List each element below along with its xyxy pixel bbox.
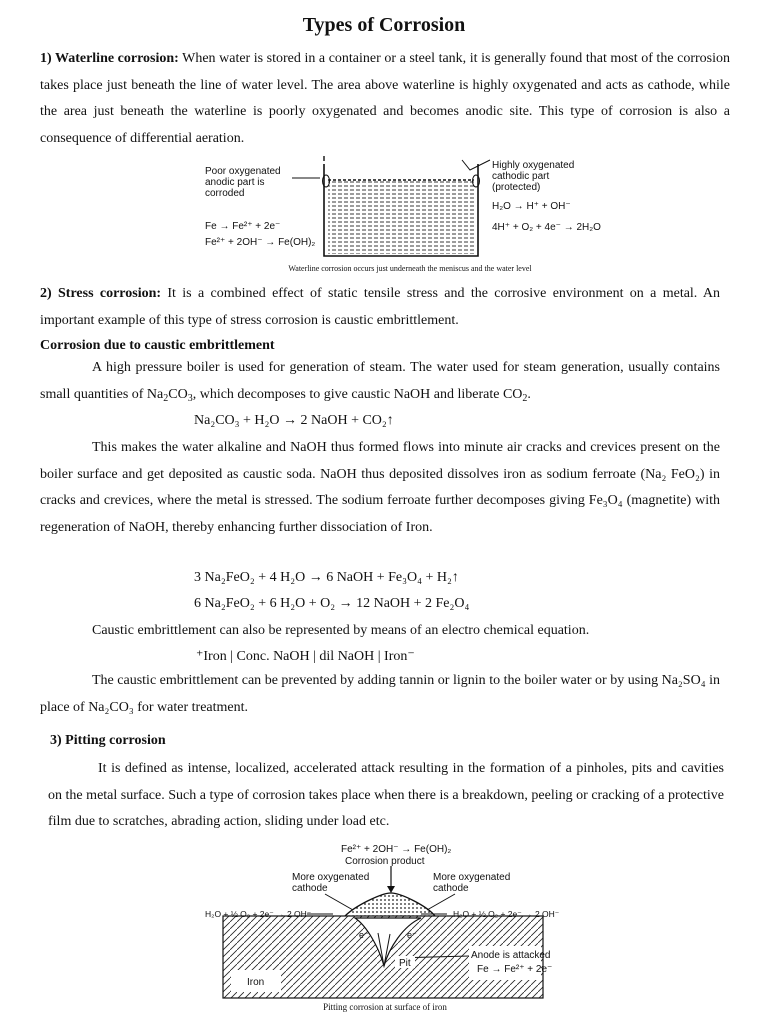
equation-carbonate-decomposition: Na₂CO₃ + H₂O → 2 NaOH + CO₂↑ — [194, 413, 394, 428]
waterline-left-label-1: Poor oxygenated — [205, 166, 281, 177]
electrochemical-cell-equation: ⁺Iron | Conc. NaOH | dil NaOH | Iron⁻ — [196, 649, 415, 664]
page-title: Types of Corrosion — [302, 14, 466, 36]
electron-label-left: e⁻ — [359, 930, 369, 940]
stress-paragraph — [40, 281, 720, 334]
pitting-right-equation: H₂O + ½ O₂ + 2e⁻ → 2 OH⁻ — [453, 909, 560, 919]
stress-heading: 2) Stress corrosion: — [40, 286, 162, 301]
equation-ferroate-oxidation: 6 Na₂FeO₂ + 6 H₂O + O₂ → 12 NaOH + 2 Fe₂O₄ — [194, 596, 470, 611]
waterline-figure-caption: Waterline corrosion occurs just underneath the meniscus and the water level — [288, 264, 532, 273]
pitting-left-label-1: More oxygenated — [292, 872, 370, 883]
waterline-paragraph — [40, 46, 730, 152]
waterline-figure — [200, 156, 620, 278]
caustic-subheading: Corrosion due to caustic embrittlement — [40, 338, 275, 353]
waterline-text: When water is stored in a container or a steel tank, it is generally found that most of the corrosion takes place just beneath the line of water level. The area above waterline is highly oxygenated and acts as cathode, while the area just beneath the waterline is poorly oxygenated and becomes anodic site. This type of corrosion is also a consequence of differential aeration. — [40, 51, 730, 146]
caustic-paragraph-4: The caustic embrittlement can be prevented by adding tannin or lignin to the boiler water or by using Na₂SO₄ in place of Na₂CO₃ for water treatment. — [40, 673, 720, 715]
waterline-right-label-1: Highly oxygenated — [492, 160, 575, 171]
caustic-paragraph-1: A high pressure boiler is used for generation of steam. The water used for steam generation, usually contains small quantities of $Na_2CO_3$, which decomposes to give caustic NaOH and liberate $CO_2$. — [40, 360, 720, 404]
caustic-paragraph-2: This makes the water alkaline and NaOH thus formed flows into minute air cracks and crevices present on the boiler surface and get deposited as caustic soda. NaOH thus deposited dissolves iron as sodium ferroate (Na₂ FeO₂) in cracks and crevices, where the metal is stressed. The sodium ferroate further decomposes giving Fe₃O₄ (magnetite) with regeneration of NaOH, thereby enhancing further dissociation of Iron. — [40, 440, 720, 535]
waterline-heading: 1) Waterline corrosion: — [40, 51, 179, 66]
pitting-figure — [195, 838, 575, 1014]
tank-diagram — [292, 156, 490, 256]
pit-label: Pit — [399, 958, 411, 969]
iron-label: Iron — [247, 977, 265, 988]
waterline-left-eq-1: Fe → Fe²⁺ + 2e⁻ — [205, 221, 281, 232]
pitting-figure-caption: Pitting corrosion at surface of iron — [323, 1002, 447, 1012]
corrosion-product-label: Corrosion product — [345, 856, 425, 867]
pitting-left-label-2: cathode — [292, 883, 328, 894]
electron-label-right: e⁻ — [407, 930, 417, 940]
pitting-paragraph: It is defined as intense, localized, accelerated attack resulting in the formation of a pinholes, pits and cavities on the metal surface. Such a type of corrosion takes place when there is a breakdown, peeling or cracking of a protective film due to scratches, abrading action, sliding under load etc. — [48, 761, 724, 829]
waterline-left-label-3: corroded — [205, 188, 245, 199]
pitting-left-equation: H₂O + ½ O₂ + 2e⁻ → 2 OH⁻ — [205, 909, 312, 919]
waterline-right-eq-2: 4H⁺ + O₂ + 4e⁻ → 2H₂O — [492, 222, 601, 233]
waterline-left-label-2: anodic part is — [205, 177, 265, 188]
waterline-left-eq-2: Fe²⁺ + 2OH⁻ → Fe(OH)₂ — [205, 237, 316, 248]
pitting-right-label-1: More oxygenated — [433, 872, 511, 883]
pitting-heading: 3) Pitting corrosion — [50, 733, 166, 748]
caustic-paragraph-3: Caustic embrittlement can also be represented by means of an electro chemical equation. — [92, 623, 590, 638]
iron-block-diagram — [223, 866, 543, 998]
waterline-right-label-3: (protected) — [492, 182, 541, 193]
pitting-top-equation: Fe²⁺ + 2OH⁻ → Fe(OH)₂ — [341, 844, 452, 855]
equation-ferroate-decomposition: 3 Na₂FeO₂ + 4 H₂O → 6 NaOH + Fe₃O₄ + H₂↑ — [194, 570, 459, 585]
anode-equation: Fe → Fe²⁺ + 2e⁻ — [477, 964, 553, 975]
stress-text: It is a combined effect of static tensile stress and the corrosive environment on a metal. An important example of this type of stress corrosion is caustic embrittlement. — [40, 286, 720, 328]
pitting-right-label-2: cathode — [433, 883, 469, 894]
waterline-right-eq-1: H₂O → H⁺ + OH⁻ — [492, 201, 571, 212]
waterline-right-label-2: cathodic part — [492, 171, 550, 182]
anode-attacked-label: Anode is attacked — [471, 950, 551, 961]
